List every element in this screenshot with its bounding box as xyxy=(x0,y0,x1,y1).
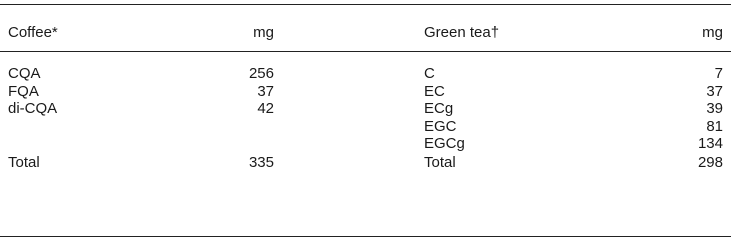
tea-total-label: Total xyxy=(424,154,456,171)
header-rule xyxy=(0,51,731,52)
tea-column-header: Green tea† xyxy=(424,24,500,41)
coffee-row-mg: 42 xyxy=(257,100,274,117)
coffee-row-name: CQA xyxy=(8,65,41,82)
coffee-total-label: Total xyxy=(8,154,40,171)
coffee-row-mg: 37 xyxy=(257,83,274,100)
coffee-column-header: Coffee* xyxy=(8,24,58,41)
coffee-total-value: 335 xyxy=(248,154,274,171)
coffee-row-name: di-CQA xyxy=(8,100,58,117)
tea-row-mg: 7 xyxy=(714,65,723,82)
tea-row-mg: 39 xyxy=(706,100,723,117)
tea-row-name: ECg xyxy=(424,100,454,117)
tea-total-value: 298 xyxy=(697,154,723,171)
tea-row-mg: 134 xyxy=(697,135,723,152)
tea-row-name: EGCg xyxy=(424,135,465,152)
tea-row-name: C xyxy=(424,65,435,82)
tea-row-name: EC xyxy=(424,83,445,100)
bottom-rule xyxy=(0,236,731,237)
top-rule xyxy=(0,4,731,5)
tea-unit-header: mg xyxy=(702,24,723,41)
tea-row-name: EGC xyxy=(424,118,457,135)
coffee-row-name: FQA xyxy=(8,83,39,100)
coffee-unit-header: mg xyxy=(253,24,274,41)
tea-row-mg: 37 xyxy=(706,83,723,100)
coffee-row-mg: 256 xyxy=(248,65,274,82)
tea-row-mg: 81 xyxy=(706,118,723,135)
